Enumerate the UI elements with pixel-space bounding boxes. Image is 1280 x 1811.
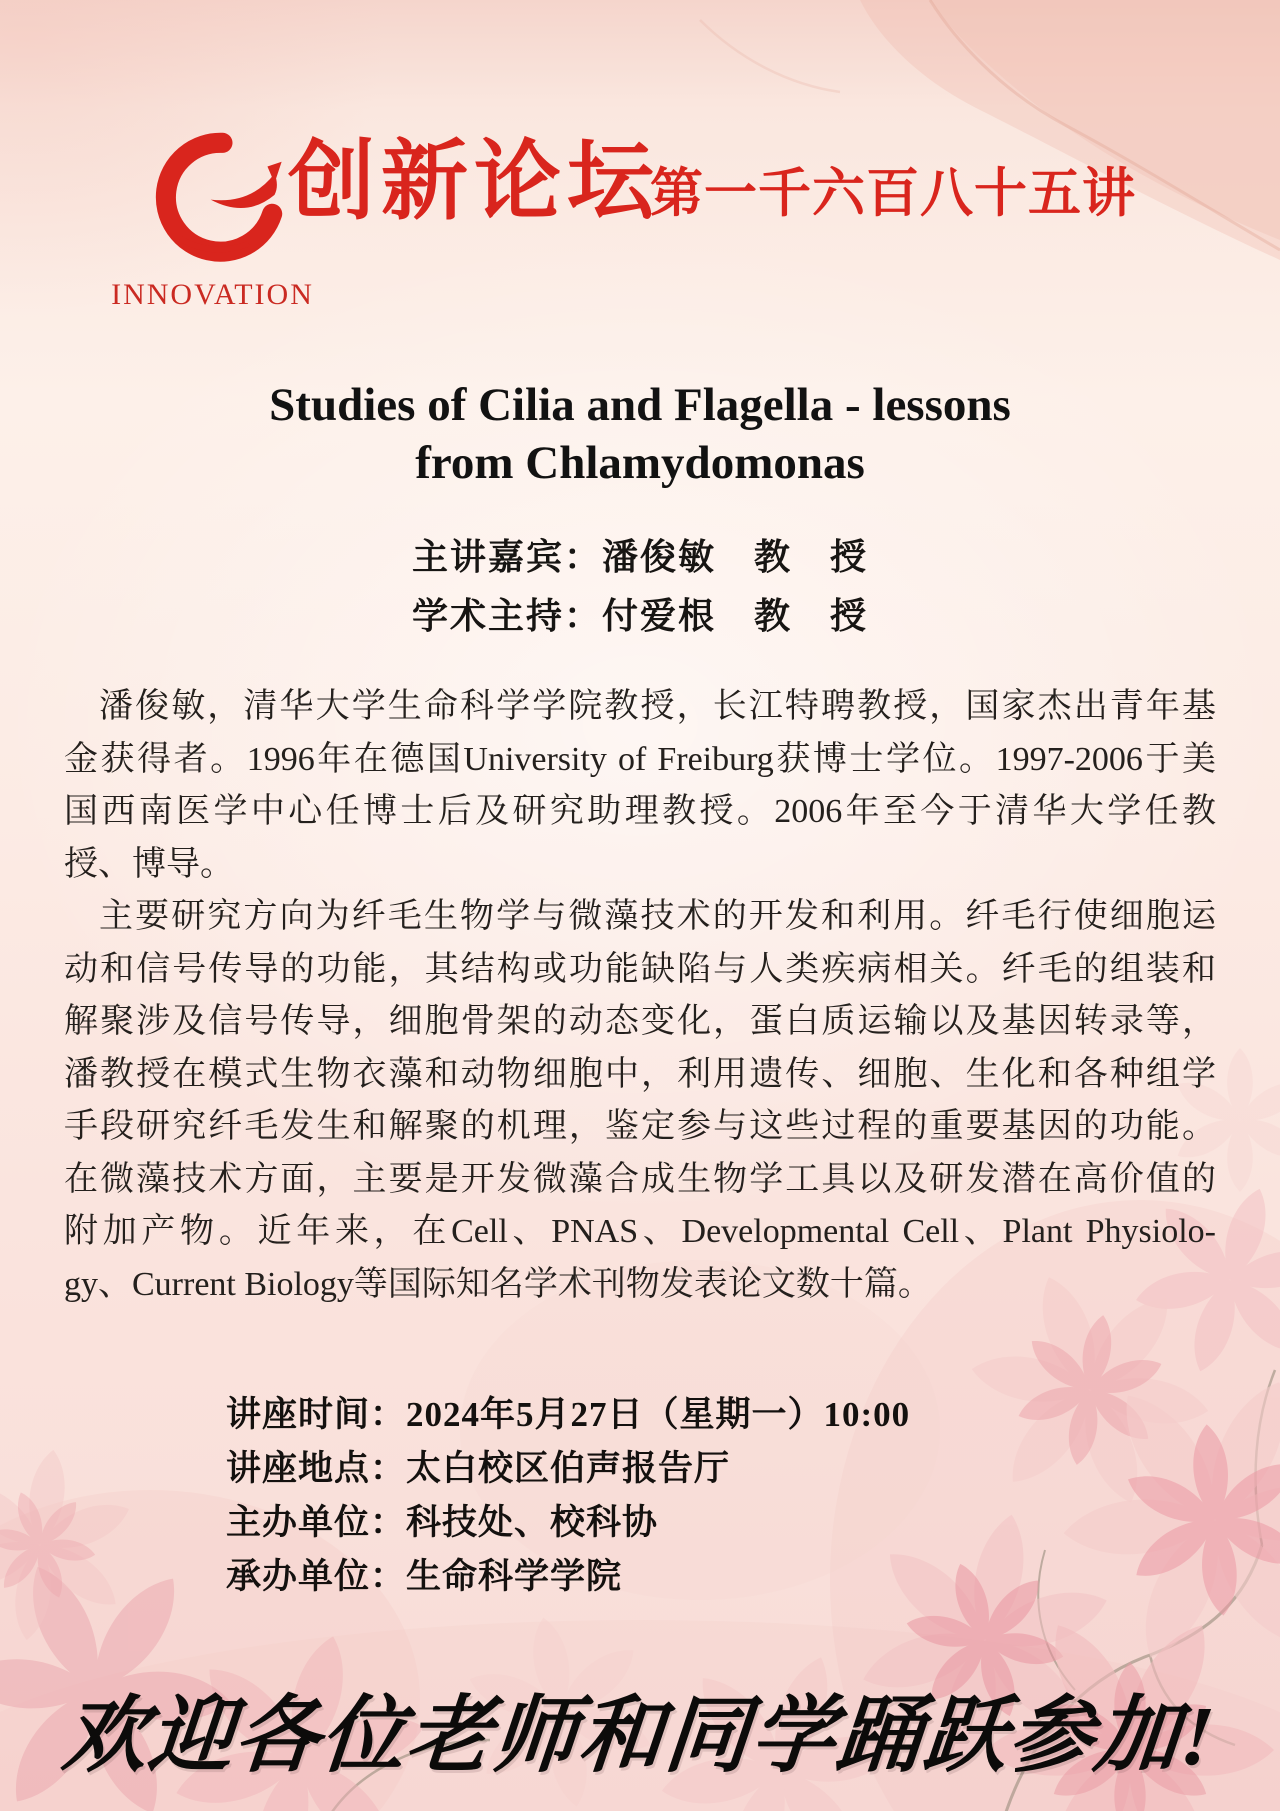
speaker-line: 主讲嘉宾：潘俊敏 教 授	[411, 537, 868, 577]
bio-line: 主要研究方向为纤毛生物学与微藻技术的开发和利用。纤毛行使细胞运	[99, 898, 1216, 935]
bio-line: 动和信号传导的功能，其结构或功能缺陷与人类疾病相关。纤毛的组装和	[64, 950, 1216, 988]
organizer-label: 主办单位：	[226, 1503, 407, 1542]
bio-line: 潘俊敏，清华大学生命科学学院教授，长江特聘教授，国家杰出青年基	[99, 688, 1216, 725]
lecture-time-row	[226, 1388, 910, 1442]
bio-line: 潘教授在模式生物衣藻和动物细胞中，利用遗传、细胞、生化和各种组学	[64, 1055, 1216, 1093]
lecture-time-value: 2024年5月27日（星期一）10:00	[406, 1395, 911, 1434]
logo-word: INNOVATION	[111, 278, 314, 311]
lecture-title-line1: Studies of Cilia and Flagella - lessons	[269, 379, 1011, 431]
bio-line: gy、Current Biology等国际知名学术刊物发表论文数十篇。	[64, 1265, 932, 1303]
bio-line: 手段研究纤毛发生和解聚的机理，鉴定参与这些过程的重要基因的功能。	[64, 1108, 1216, 1145]
lecture-title-line2: from Chlamydomonas	[415, 437, 865, 489]
undertaker-value: 生命科学学院	[406, 1557, 623, 1596]
lecture-number: 第一千六百八十五讲	[650, 164, 1136, 223]
bio-line: 解聚涉及信号传导，细胞骨架的动态变化，蛋白质运输以及基因转录等，	[64, 1003, 1216, 1040]
forum-title: 创新论坛	[288, 133, 660, 230]
lecture-time-label: 讲座时间：	[226, 1395, 407, 1434]
lecture-title	[0, 376, 1280, 492]
organizer-value: 科技处、校科协	[406, 1503, 659, 1542]
undertaker-label: 承办单位：	[226, 1557, 407, 1596]
host-line: 学术主持：付爱根 教 授	[411, 596, 868, 636]
undertaker-row	[226, 1550, 910, 1604]
bio-line: 附加产物。近年来，在Cell、PNAS、Developmental Cell、Plant Physiolo-	[64, 1213, 1216, 1250]
welcome-calligraphy: 欢迎各位老师和同学踊跃参加!	[58, 1690, 1220, 1783]
bio-line: 授、博导。	[64, 845, 234, 883]
biography	[64, 681, 1216, 1311]
lecture-venue-value: 太白校区伯声报告厅	[406, 1449, 731, 1488]
lecture-details	[226, 1388, 910, 1604]
lecture-venue-row	[226, 1442, 910, 1496]
bio-line: 在微藻技术方面，主要是开发微藻合成生物学工具以及研发潜在高价值的	[64, 1160, 1216, 1198]
lecture-venue-label: 讲座地点：	[226, 1449, 407, 1488]
bio-line: 国西南医学中心任博士后及研究助理教授。2006年至今于清华大学任教	[64, 793, 1216, 830]
bio-line: 金获得者。1996年在德国University of Freiburg获博士学位。1997-2006于美	[64, 740, 1216, 778]
innovation-logo-icon	[142, 128, 284, 276]
organizer-row	[226, 1496, 910, 1550]
speakers-block	[0, 528, 1280, 646]
